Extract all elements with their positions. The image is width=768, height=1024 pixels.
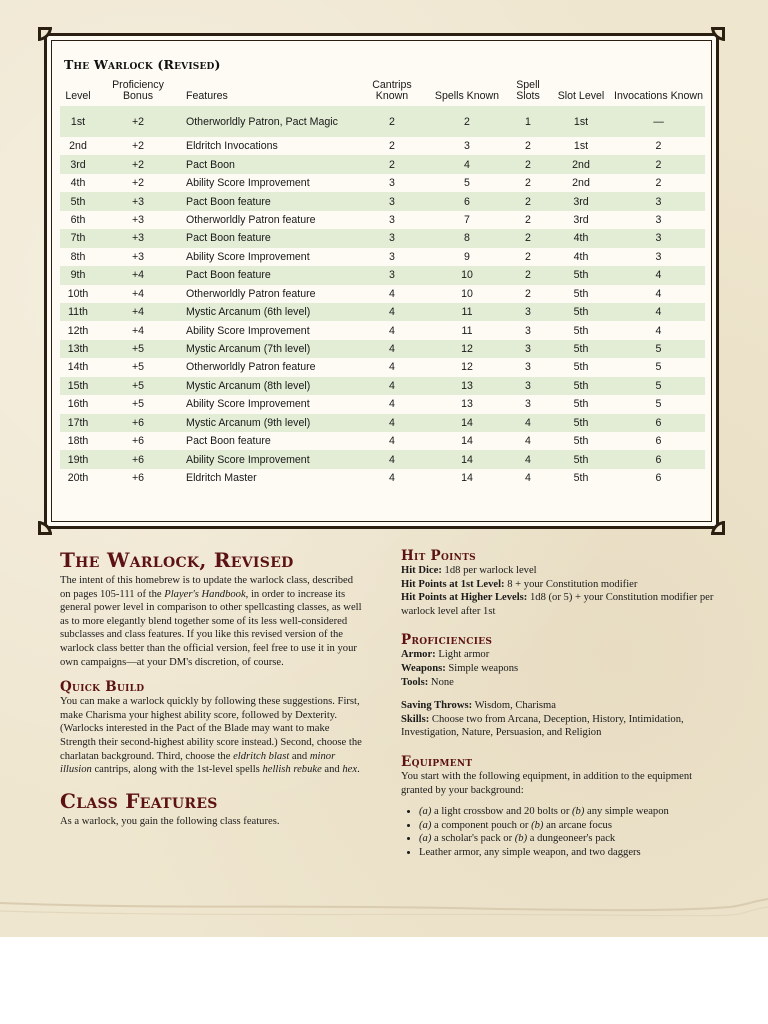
- frame-corner: [38, 27, 52, 41]
- cell-proficiency: +4: [96, 303, 180, 321]
- cell-slot-level: 5th: [573, 324, 589, 337]
- cell-cantrips: 4: [389, 398, 395, 411]
- cell-proficiency: +3: [96, 192, 180, 210]
- cell-slot-level: 5th: [550, 266, 612, 284]
- proficiencies-heading: Proficiencies: [401, 632, 493, 649]
- cell-proficiency: +4: [131, 324, 145, 337]
- option-b: (b): [514, 833, 528, 845]
- equipment-item: [419, 832, 719, 846]
- cell-slots: 2: [525, 287, 531, 300]
- equipment-text: any simple weapon: [584, 806, 669, 818]
- cell-slot-level: 5th: [550, 340, 612, 358]
- intro-paragraph: [60, 574, 365, 669]
- cell-features: Pact Boon feature: [180, 192, 356, 210]
- cell-features: Otherworldly Patron feature: [186, 213, 316, 226]
- cell-invocations: 5: [655, 398, 662, 411]
- weapons-line: [401, 662, 719, 676]
- cell-proficiency: +6: [96, 414, 180, 432]
- cell-slot-level: 5th: [550, 414, 612, 432]
- table-row: [60, 211, 705, 229]
- cell-proficiency: +3: [131, 213, 145, 226]
- cell-level: 10th: [67, 287, 89, 300]
- intro-text-cont: , in order to increase its general power level in comparison to other spellcasting classes, as well as to more elegantly blend together some of its less well-considered subclasses and class features. If you like this revised version of the warlock class better than the official version, feel free to use it in your own campaigns—at your DM's discretion, of course.: [60, 588, 362, 668]
- cell-invocations: 5: [612, 340, 705, 358]
- cell-features: Eldritch Invocations: [186, 140, 278, 153]
- cell-slots: 2: [506, 192, 550, 210]
- cell-cantrips: 4: [356, 340, 428, 358]
- cell-proficiency: +6: [131, 435, 145, 448]
- cell-cantrips: 2: [356, 155, 428, 173]
- table-row: [60, 137, 705, 155]
- cell-invocations: 6: [655, 435, 662, 448]
- tools-label: Tools:: [401, 676, 429, 688]
- cell-spells: 14: [461, 435, 473, 448]
- cell-spells: 4: [428, 155, 506, 173]
- cell-features: Mystic Arcanum (8th level): [180, 377, 356, 395]
- table-row: [60, 155, 705, 173]
- table-row: [60, 266, 705, 284]
- frame-corner: [38, 521, 52, 535]
- cell-level: 3rd: [60, 155, 96, 173]
- cell-features: Otherworldly Patron, Pact Magic: [180, 106, 356, 137]
- cell-slot-level: 4th: [573, 250, 589, 263]
- hp-first-label: Hit Points at 1st Level:: [401, 578, 505, 590]
- cell-spells: 11: [461, 324, 473, 337]
- cell-level: 6th: [70, 213, 86, 226]
- cell-slots: 2: [525, 177, 531, 190]
- cell-slot-level: 3rd: [550, 192, 612, 210]
- cell-slot-level: 4th: [550, 229, 612, 247]
- intro-book-title: Player's Handbook: [164, 588, 246, 600]
- equipment-item: • Leather armor, any simple weapon, and two daggers: [419, 846, 719, 860]
- cell-level: 11th: [60, 303, 96, 321]
- cell-level: 15th: [60, 377, 96, 395]
- weapons-label: Weapons:: [401, 662, 446, 674]
- cell-features: Ability Score Improvement: [186, 250, 310, 263]
- equipment-text: an arcane focus: [543, 819, 612, 831]
- equipment-list: [401, 805, 719, 859]
- cell-level: 17th: [60, 414, 96, 432]
- spell-name: minor illusion: [60, 750, 336, 776]
- cell-proficiency: +2: [131, 140, 145, 153]
- cell-cantrips: 2: [389, 140, 395, 153]
- option-a: (a): [419, 806, 432, 818]
- cell-spells: 8: [428, 229, 506, 247]
- cell-features: Otherworldly Patron feature: [186, 287, 316, 300]
- cell-invocations: 6: [612, 450, 705, 468]
- cell-spells: 6: [428, 192, 506, 210]
- quick-build-text: .: [357, 764, 360, 776]
- cell-level: 13th: [60, 340, 96, 358]
- tools-value: None: [428, 676, 454, 688]
- cell-cantrips: 3: [356, 192, 428, 210]
- table-body: [60, 106, 705, 487]
- cell-features: Pact Boon: [180, 155, 356, 173]
- cell-invocations: 3: [655, 250, 662, 263]
- cell-slots: 4: [525, 472, 531, 485]
- table-row: [60, 106, 705, 137]
- cell-slots: 4: [525, 435, 531, 448]
- saves-value: Wisdom, Charisma: [472, 700, 556, 712]
- equipment-text: a component pouch or: [431, 819, 532, 831]
- cell-spells: 12: [461, 361, 473, 374]
- table-row: [60, 414, 705, 432]
- cell-slot-level: 1st: [573, 140, 589, 153]
- table-row: [60, 285, 705, 303]
- cell-features: Pact Boon feature: [186, 435, 271, 448]
- cell-features: Eldritch Master: [186, 472, 257, 485]
- cell-features: Ability Score Improvement: [186, 324, 310, 337]
- cell-level: 14th: [67, 361, 89, 374]
- quick-build-text: You can make a warlock quickly by following these suggestions. First, make Charisma your highest ability score, followed by Dexterity. (Warlocks interested in the Pact of the Blade may want to make Strength their second-highest ability score instead.) Second, choose the charlatan background. Third, choose the: [60, 696, 362, 762]
- cell-proficiency: +6: [131, 472, 145, 485]
- cell-slots: 3: [506, 340, 550, 358]
- cell-slots: 3: [525, 398, 531, 411]
- cell-spells: 14: [428, 450, 506, 468]
- equipment-heading: Equipment: [401, 753, 473, 770]
- cell-cantrips: 3: [356, 229, 428, 247]
- weapons-value: Simple weapons: [445, 662, 519, 674]
- cell-slots: 2: [525, 213, 531, 226]
- table-row: [60, 229, 705, 247]
- spell-name: eldritch blast: [233, 750, 290, 762]
- cell-proficiency: +5: [131, 398, 145, 411]
- equipment-intro: You start with the following equipment, in addition to the equipment granted by your background:: [401, 770, 693, 796]
- cell-invocations: 3: [655, 213, 662, 226]
- cell-slots: 3: [525, 361, 531, 374]
- frame-corner: [711, 27, 725, 41]
- cell-spells: 14: [461, 472, 473, 485]
- cell-slot-level: 5th: [573, 361, 589, 374]
- cell-spells: 7: [464, 213, 470, 226]
- cell-slots: 3: [506, 303, 550, 321]
- cell-slot-level: 5th: [573, 398, 589, 411]
- option-a: (a): [419, 833, 432, 845]
- cell-invocations: 2: [612, 155, 705, 173]
- table-row: [60, 450, 705, 468]
- cell-slot-level: 2nd: [572, 177, 590, 190]
- skills-label: Skills:: [401, 713, 430, 725]
- equipment-text: a light crossbow and 20 bolts or: [431, 806, 573, 818]
- cell-level: 20th: [67, 472, 89, 485]
- cell-slot-level: 5th: [573, 472, 589, 485]
- col-header-proficiency: Proficiency Bonus: [112, 79, 164, 102]
- cell-invocations: 5: [655, 361, 662, 374]
- armor-value: Light armor: [435, 649, 490, 661]
- cell-spells: 12: [428, 340, 506, 358]
- cell-level: 2nd: [69, 140, 87, 153]
- cell-slot-level: 3rd: [573, 213, 589, 226]
- cell-cantrips: 4: [389, 435, 395, 448]
- table-row: [60, 358, 705, 376]
- hp-higher-label: Hit Points at Higher Levels:: [401, 592, 528, 604]
- cell-level: 5th: [60, 192, 96, 210]
- class-features-paragraph: As a warlock, you gain the following class features.: [60, 815, 280, 827]
- equipment-item: [419, 819, 719, 833]
- cell-slot-level: 5th: [573, 435, 589, 448]
- cell-proficiency: +4: [96, 266, 180, 284]
- cell-invocations: 6: [655, 472, 662, 485]
- cell-cantrips: 4: [356, 303, 428, 321]
- cell-invocations: 2: [655, 140, 662, 153]
- cell-cantrips: 4: [389, 361, 395, 374]
- table-row: [60, 321, 705, 339]
- saves-line: [401, 699, 719, 713]
- spell-name: hellish rebuke: [262, 764, 322, 776]
- table-row: [60, 303, 705, 321]
- cell-slots: 4: [506, 414, 550, 432]
- cell-invocations: 4: [612, 303, 705, 321]
- cell-spells: 5: [464, 177, 470, 190]
- col-header-features: Features: [186, 90, 228, 102]
- hit-dice-value: 1d8 per warlock level: [441, 565, 537, 576]
- cell-level: 12th: [67, 324, 89, 337]
- armor-label: Armor:: [401, 649, 436, 661]
- saves-label: Saving Throws:: [401, 700, 473, 712]
- cell-invocations: 5: [612, 377, 705, 395]
- table-row: [60, 377, 705, 395]
- cell-features: Mystic Arcanum (6th level): [180, 303, 356, 321]
- class-features-heading: Class Features: [60, 788, 218, 813]
- cell-cantrips: 4: [356, 377, 428, 395]
- cell-invocations: 4: [655, 324, 662, 337]
- cell-slot-level: 1st: [550, 106, 612, 137]
- cell-spells: 14: [428, 414, 506, 432]
- table-row: [60, 340, 705, 358]
- cell-proficiency: +5: [131, 361, 145, 374]
- cell-slots: 2: [506, 229, 550, 247]
- cell-spells: 3: [464, 140, 470, 153]
- cell-spells: 13: [428, 377, 506, 395]
- cell-slots: 2: [525, 250, 531, 263]
- equipment-text: a scholar's pack or: [431, 833, 515, 845]
- cell-level: 16th: [67, 398, 89, 411]
- cell-spells: 10: [461, 287, 473, 300]
- cell-cantrips: 4: [389, 287, 395, 300]
- cell-features: Ability Score Improvement: [180, 450, 356, 468]
- table-row: [60, 192, 705, 210]
- cell-spells: 9: [464, 250, 470, 263]
- col-header-slots: Spell Slots: [516, 79, 540, 102]
- table-row: [60, 174, 705, 192]
- cell-level: 19th: [60, 450, 96, 468]
- table-row: [60, 395, 705, 413]
- cell-invocations: 4: [655, 287, 662, 300]
- table-row: [60, 469, 705, 487]
- cell-features: Mystic Arcanum (9th level): [180, 414, 356, 432]
- col-header-level: Level: [65, 90, 91, 102]
- col-header-slot-level: Slot Level: [557, 90, 605, 102]
- cell-slot-level: 5th: [550, 450, 612, 468]
- cell-slots: 2: [506, 155, 550, 173]
- cell-cantrips: 3: [356, 266, 428, 284]
- table-title: The Warlock (Revised): [64, 57, 221, 72]
- footer-ornament: [0, 895, 768, 935]
- cell-proficiency: +6: [96, 450, 180, 468]
- cell-cantrips: 4: [356, 450, 428, 468]
- cell-slots: 4: [506, 450, 550, 468]
- cell-level: 18th: [67, 435, 89, 448]
- cell-proficiency: +3: [96, 229, 180, 247]
- armor-line: [401, 648, 719, 662]
- cell-cantrips: 3: [389, 177, 395, 190]
- quick-build-text: cantrips, along with the 1st-level spells: [91, 764, 263, 776]
- cell-level: 9th: [60, 266, 96, 284]
- quick-build-heading: Quick Build: [60, 679, 145, 696]
- cell-invocations: 4: [612, 266, 705, 284]
- cell-proficiency: +5: [96, 377, 180, 395]
- cell-proficiency: +3: [131, 250, 145, 263]
- equipment-item: [419, 805, 719, 819]
- cell-cantrips: 4: [389, 472, 395, 485]
- hp-first-value: 8 + your Constitution modifier: [504, 578, 638, 590]
- left-column: [60, 548, 365, 828]
- col-header-cantrips: Cantrips Known: [372, 79, 412, 102]
- cell-cantrips: 4: [389, 324, 395, 337]
- cell-proficiency: +2: [131, 177, 145, 190]
- cell-invocations: 6: [612, 414, 705, 432]
- cell-features: Mystic Arcanum (7th level): [180, 340, 356, 358]
- cell-slots: 2: [525, 140, 531, 153]
- cell-proficiency: +4: [131, 287, 145, 300]
- cell-slot-level: 5th: [550, 303, 612, 321]
- cell-cantrips: 3: [389, 250, 395, 263]
- cell-level: 1st: [60, 106, 96, 137]
- cell-proficiency: +5: [96, 340, 180, 358]
- cell-spells: 11: [428, 303, 506, 321]
- cell-spells: 13: [461, 398, 473, 411]
- cell-level: 7th: [60, 229, 96, 247]
- right-column: [401, 548, 719, 860]
- table-row: [60, 248, 705, 266]
- quick-build-paragraph: [60, 695, 365, 777]
- option-a: (a): [419, 819, 432, 831]
- cell-proficiency: +2: [96, 106, 180, 137]
- cell-slot-level: 5th: [550, 377, 612, 395]
- cell-invocations: 3: [612, 229, 705, 247]
- tools-line: [401, 676, 719, 690]
- hit-dice-label: Hit Dice:: [401, 565, 442, 576]
- cell-cantrips: 4: [356, 414, 428, 432]
- cell-slots: 3: [525, 324, 531, 337]
- cell-features: Ability Score Improvement: [186, 398, 310, 411]
- col-header-spells: Spells Known: [434, 90, 500, 102]
- skills-line: [401, 713, 719, 740]
- cell-slots: 3: [506, 377, 550, 395]
- cell-features: Pact Boon feature: [180, 266, 356, 284]
- cell-features: Pact Boon feature: [180, 229, 356, 247]
- table-header-row: [60, 78, 705, 106]
- quick-build-text: and: [321, 764, 343, 776]
- cell-slots: 2: [506, 266, 550, 284]
- warlock-class-table: [60, 78, 705, 487]
- frame-corner: [711, 521, 725, 535]
- cell-invocations: —: [612, 106, 705, 137]
- hit-dice-line: [401, 564, 719, 578]
- cell-slot-level: 5th: [573, 287, 589, 300]
- cell-invocations: 2: [655, 177, 662, 190]
- cell-spells: 2: [428, 106, 506, 137]
- cell-features: Ability Score Improvement: [186, 177, 310, 190]
- option-b: (b): [531, 819, 544, 831]
- option-b: (b): [572, 806, 585, 818]
- table-row: [60, 432, 705, 450]
- spell-name: hex: [342, 764, 358, 776]
- hp-higher-line: [401, 591, 719, 618]
- cell-proficiency: +2: [96, 155, 180, 173]
- cell-level: 4th: [70, 177, 86, 190]
- skills-value: Choose two from Arcana, Deception, History, Intimidation, Investigation, Nature, Persuasion, and Religion: [401, 713, 684, 739]
- cell-cantrips: 2: [356, 106, 428, 137]
- cell-invocations: 3: [612, 192, 705, 210]
- cell-spells: 10: [428, 266, 506, 284]
- hp-first-line: [401, 578, 719, 592]
- cell-slots: 1: [506, 106, 550, 137]
- cell-cantrips: 3: [389, 213, 395, 226]
- cell-slot-level: 2nd: [550, 155, 612, 173]
- equipment-text: a dungeoneer's pack: [527, 833, 616, 845]
- col-header-invocations: Invocations Known: [614, 90, 703, 102]
- section-title: The Warlock, Revised: [60, 548, 294, 572]
- cell-features: Otherworldly Patron feature: [186, 361, 316, 374]
- quick-build-text: and: [289, 750, 310, 762]
- cell-level: 8th: [70, 250, 86, 263]
- hit-points-heading: Hit Points: [401, 548, 476, 564]
- intro-text: The intent of this homebrew is to update the warlock class, described on pages 105-111 of the: [60, 575, 354, 600]
- hp-higher-value: 1d8 (or 5) + your Constitution modifier per warlock level after 1st: [401, 592, 714, 617]
